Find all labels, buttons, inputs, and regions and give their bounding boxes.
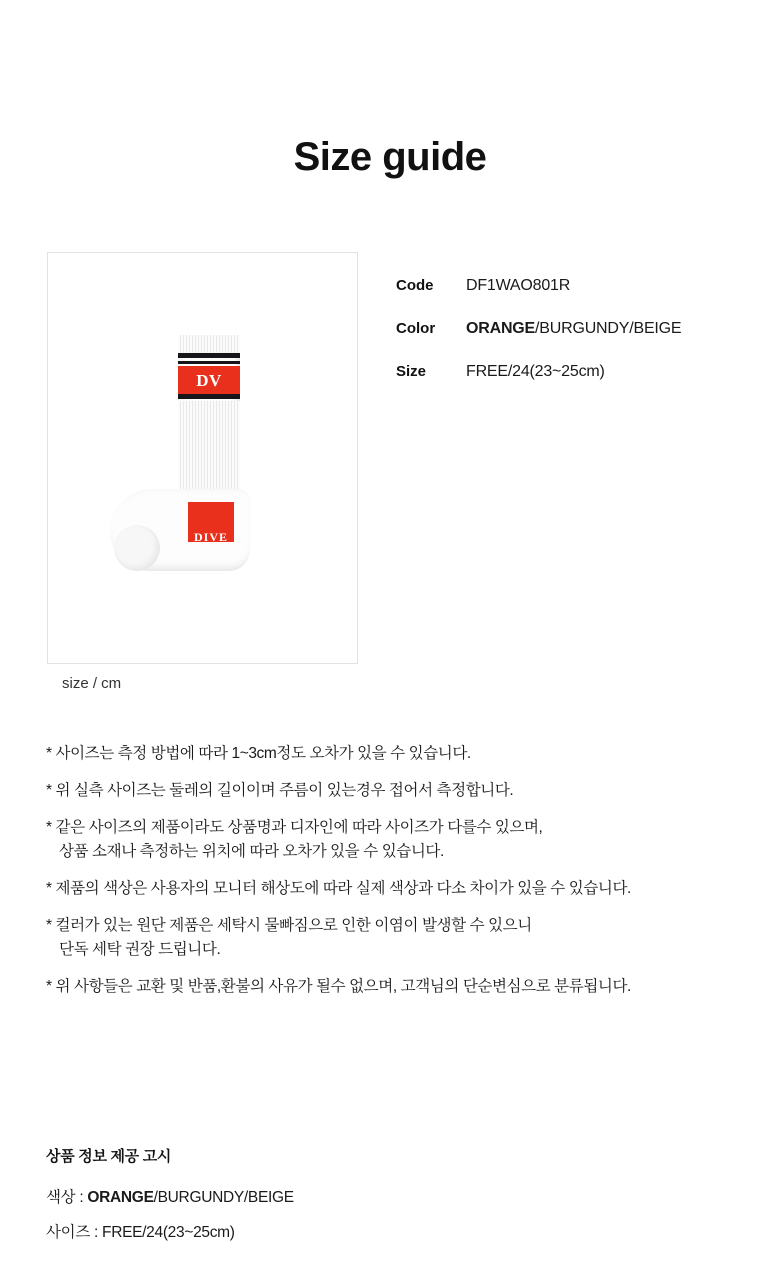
spec-row-size: [396, 363, 766, 381]
sock-stripe-upper: [178, 353, 240, 358]
product-image: [47, 252, 358, 664]
note-line: * 위 사항들은 교환 및 반품,환불의 사유가 될수 없으며, 고객님의 단순변심으로 분류됩니다.: [46, 978, 631, 996]
sock-tag-text: DIVE: [193, 530, 228, 542]
product-info-block: [46, 1145, 746, 1255]
note-item: [46, 877, 746, 901]
sock-stripe-upper-thin: [178, 361, 240, 364]
product-info-color: [46, 1185, 746, 1207]
spec-label-color: Color: [396, 320, 436, 337]
spec-value-color-rest: /BURGUNDY/BEIGE: [535, 320, 682, 337]
product-info-size: 사이즈 : FREE/24(23~25cm): [46, 1224, 235, 1241]
image-caption: size / cm: [62, 675, 122, 692]
page-title: Size guide: [293, 134, 487, 179]
note-line-continued: 단독 세탁 권장 드립니다.: [59, 941, 221, 959]
spec-value-color-emphasis: ORANGE: [466, 320, 536, 337]
sock-rib-top: [178, 335, 240, 353]
sock-brand-tag: [188, 502, 234, 542]
note-line: * 같은 사이즈의 제품이라도 상품명과 디자인에 따라 사이즈가 다를수 있으며,: [46, 819, 543, 837]
spec-label-code: Code: [396, 277, 434, 294]
product-info-color-emphasis: ORANGE: [87, 1189, 154, 1206]
sock-heel: [114, 525, 160, 571]
spec-value-code: DF1WAO801R: [466, 277, 571, 294]
note-line: * 제품의 색상은 사용자의 모니터 해상도에 따라 실제 색상과 다소 차이가 있을 수 있습니다.: [46, 880, 631, 898]
product-info-color-rest: /BURGUNDY/BEIGE: [153, 1189, 294, 1206]
notes-list: [46, 742, 746, 1012]
note-item: [46, 742, 746, 766]
product-info-color-label: 색상 :: [46, 1189, 88, 1206]
note-item: [46, 779, 746, 803]
note-item: [46, 975, 746, 999]
sock-logo-text: DV: [196, 370, 222, 390]
note-line: * 사이즈는 측정 방법에 따라 1~3cm정도 오차가 있을 수 있습니다.: [46, 745, 471, 762]
sock-illustration: [48, 253, 358, 664]
spec-row-code: [396, 277, 766, 295]
sock-stripe-lower: [178, 394, 240, 399]
note-line: * 위 실측 사이즈는 둘레의 길이이며 주름이 있는경우 접어서 측정합니다.: [46, 782, 514, 800]
note-item: [46, 816, 746, 864]
spec-label-size: Size: [396, 363, 427, 380]
spec-value-size: FREE/24(23~25cm): [466, 363, 605, 380]
spec-list: [396, 277, 766, 406]
spec-value-color: [466, 320, 681, 338]
note-line-continued: 상품 소재나 측정하는 위치에 따라 오차가 있을 수 있습니다.: [59, 843, 444, 861]
note-line: * 컬러가 있는 원단 제품은 세탁시 물빠짐으로 인한 이염이 발생할 수 있으니: [46, 917, 532, 935]
product-info-title: 상품 정보 제공 고시: [46, 1148, 172, 1165]
note-item: [46, 914, 746, 962]
sock-logo-band: [178, 366, 240, 394]
spec-row-color: [396, 320, 766, 338]
